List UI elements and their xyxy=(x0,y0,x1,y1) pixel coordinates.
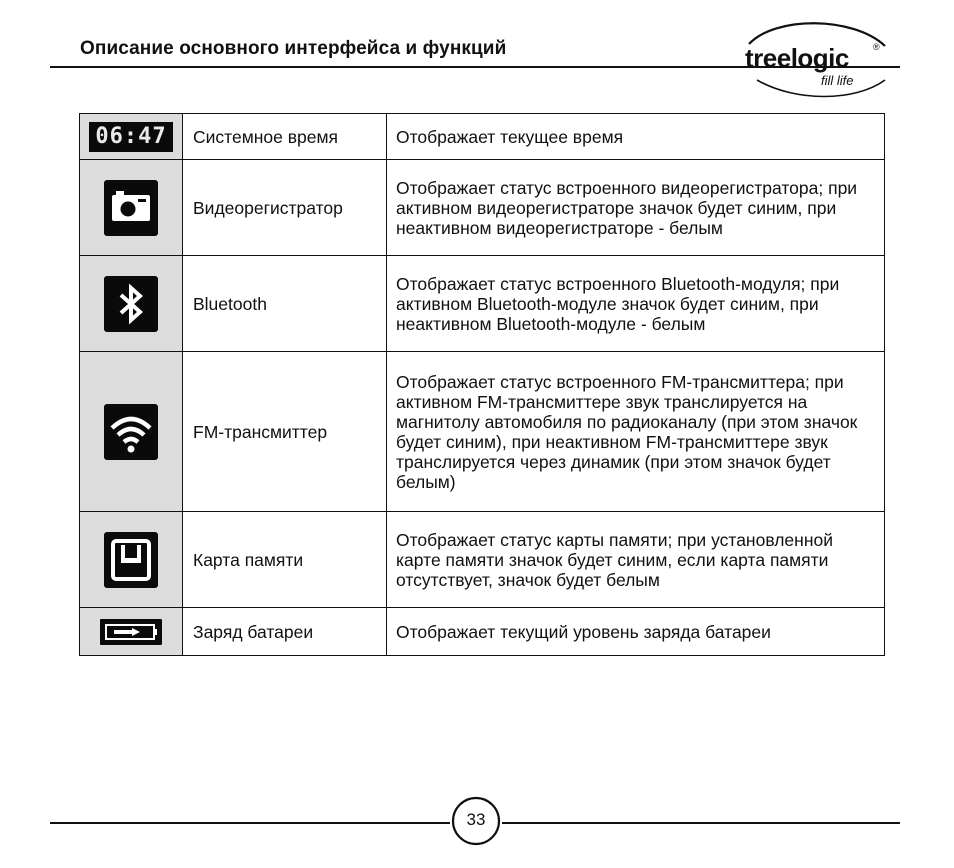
item-name: Заряд батареи xyxy=(183,608,387,656)
item-name: Карта памяти xyxy=(183,512,387,608)
icon-description-table xyxy=(79,113,885,656)
battery-charging-icon xyxy=(100,619,162,645)
item-name: Видеорегистратор xyxy=(183,160,387,256)
table-row xyxy=(80,160,885,256)
icon-cell xyxy=(80,160,183,256)
footer-divider-left xyxy=(50,822,450,824)
treelogic-logo xyxy=(735,18,895,102)
item-description: Отображает статус встроенного видеорегистратора; при активном видеорегистраторе значок будет синим, при неактивном видеорегистраторе - белым xyxy=(387,160,885,256)
item-description: Отображает текущий уровень заряда батареи xyxy=(387,608,885,656)
item-name: FM-трансмиттер xyxy=(183,352,387,512)
camera-icon xyxy=(104,180,158,236)
icon-cell xyxy=(80,256,183,352)
logo-tagline: fill life xyxy=(821,73,854,88)
item-description: Отображает статус встроенного Bluetooth-модуля; при активном Bluetooth-модуле значок будет синим, при неактивном Bluetooth-модуле - белым xyxy=(387,256,885,352)
page-number: 33 xyxy=(466,810,486,829)
wifi-signal-icon xyxy=(104,404,158,460)
bluetooth-icon xyxy=(104,276,158,332)
icon-cell xyxy=(80,352,183,512)
table-row xyxy=(80,352,885,512)
table-row xyxy=(80,608,885,656)
page-title: Описание основного интерфейса и функций xyxy=(80,38,507,59)
icon-cell xyxy=(80,512,183,608)
table-row xyxy=(80,512,885,608)
item-name: Системное время xyxy=(183,114,387,160)
table-row xyxy=(80,114,885,160)
icon-cell xyxy=(80,608,183,656)
item-description: Отображает статус встроенного FM-трансмиттера; при активном FM-трансмиттере звук транслируется на магнитолу автомобиля по радиоканалу (при этом значок будет синим), при неактивном FM-трансмиттере звук транслируется через динамик (при этом значок будет белым) xyxy=(387,352,885,512)
footer-divider-right xyxy=(502,822,900,824)
logo-name: treelogic xyxy=(745,43,849,73)
clock-display-icon: 06:47 xyxy=(89,122,172,152)
icon-cell xyxy=(80,114,183,160)
table-row xyxy=(80,256,885,352)
memory-card-icon xyxy=(104,532,158,588)
logo-registered-mark: ® xyxy=(873,42,880,52)
item-description: Отображает текущее время xyxy=(387,114,885,160)
item-description: Отображает статус карты памяти; при установленной карте памяти значок будет синим, если карта памяти отсутствует, значок будет белым xyxy=(387,512,885,608)
item-name: Bluetooth xyxy=(183,256,387,352)
